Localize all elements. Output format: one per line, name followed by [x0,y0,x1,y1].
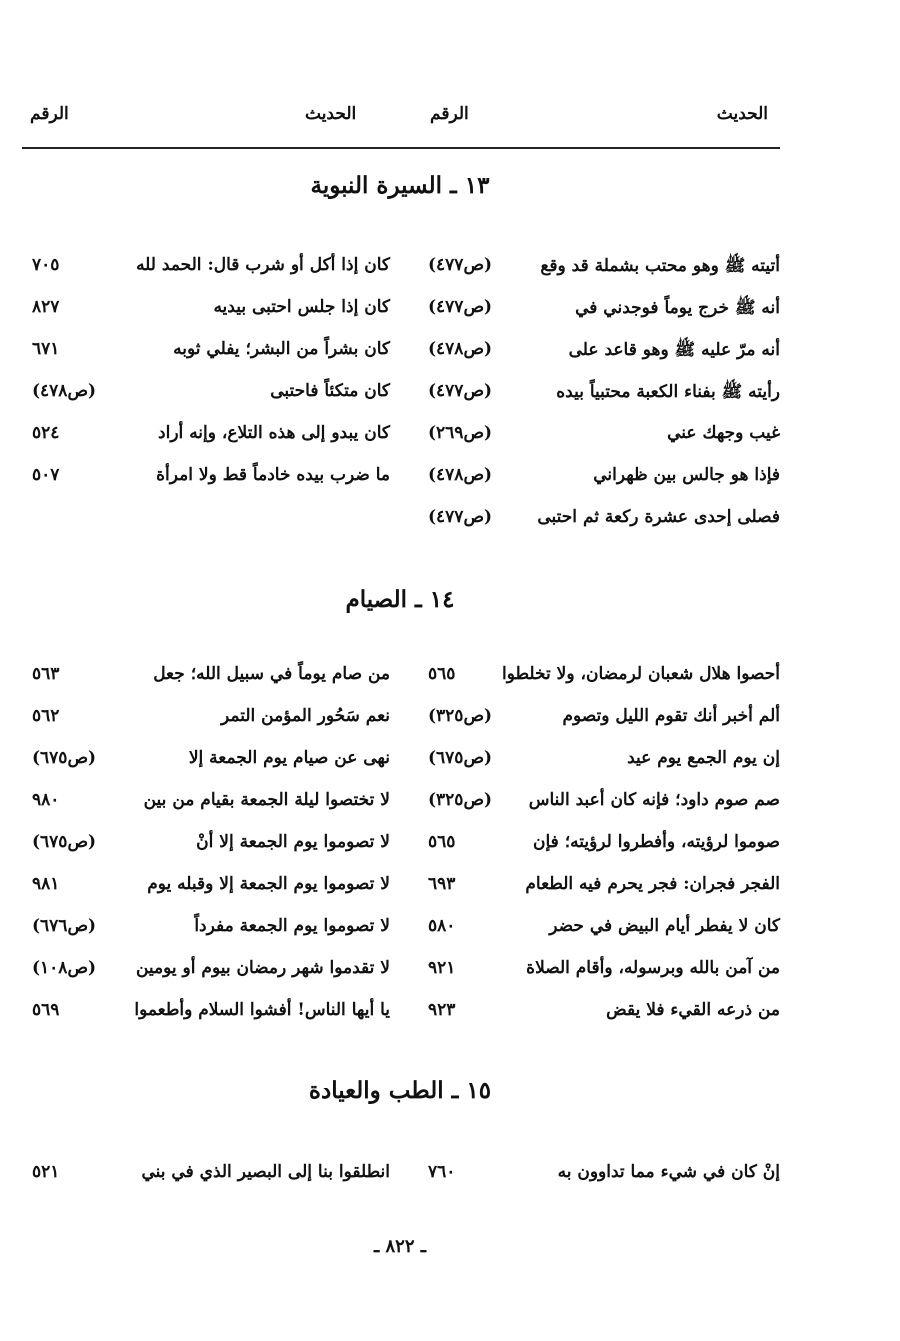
header-right-number: الرقم [430,104,469,124]
seerah-right-column [420,255,780,549]
list-item: كان متكئاً فاحتبى (ص٤٧٨) [32,381,390,401]
list-item: أنه مرّ عليه ﷺ وهو قاعد على (ص٤٧٨) [428,339,780,360]
section-title-medicine: ١٥ ـ الطب والعيادة [308,1077,492,1104]
list-item: لا تصوموا يوم الجمعة إلا وقبله يوم ٩٨١ [32,874,390,894]
list-item: إنْ كان في شيء مما تداوون به ٧٦٠ [428,1162,780,1182]
list-item: كان لا يفطر أيام البيض في حضر ٥٨٠ [428,916,780,936]
list-item: إن يوم الجمع يوم عيد (ص٦٧٥) [428,748,780,768]
list-item: فصلى إحدى عشرة ركعة ثم احتبى (ص٤٧٧) [428,507,780,527]
header-right-hadith: الحديث [716,104,768,124]
list-item: كان إذا أكل أو شرب قال: الحمد لله ٧٠٥ [32,255,390,275]
list-item: كان بشراً من البشر؛ يفلي ثوبه ٦٧١ [32,339,390,359]
header-divider [22,147,780,149]
list-item: يا أيها الناس! أفشوا السلام وأطعموا ٥٦٩ [32,1000,390,1020]
list-item: لا تختصوا ليلة الجمعة بقيام من بين ٩٨٠ [32,790,390,810]
list-item: صوموا لرؤيته، وأفطروا لرؤيته؛ فإن ٥٦٥ [428,832,780,852]
medicine-right-column [420,1162,780,1204]
list-item: رأيته ﷺ بفناء الكعبة محتبياً بيده (ص٤٧٧) [428,381,780,402]
list-item: كان إذا جلس احتبى بيديه ٨٢٧ [32,297,390,317]
list-item: نهى عن صيام يوم الجمعة إلا (ص٦٧٥) [32,748,390,768]
list-item: صم صوم داود؛ فإنه كان أعبد الناس (ص٣٢٥) [428,790,780,810]
list-item: أحصوا هلال شعبان لرمضان، ولا تخلطوا ٥٦٥ [428,664,780,684]
list-item: أتيته ﷺ وهو محتب بشملة قد وقع (ص٤٧٧) [428,255,780,276]
section-title-seerah: ١٣ ـ السيرة النبوية [310,172,490,199]
fasting-right-column [420,664,780,1042]
section-title-fasting: ١٤ ـ الصيام [345,586,455,613]
list-item: الفجر فجران: فجر يحرم فيه الطعام ٦٩٣ [428,874,780,894]
seerah-left-column [22,255,390,507]
list-item: لا تقدموا شهر رمضان بيوم أو يومين (ص١٠٨) [32,958,390,978]
list-item: من آمن بالله وبرسوله، وأقام الصلاة ٩٢١ [428,958,780,978]
fasting-left-column [22,664,390,1042]
list-item: فإذا هو جالس بين ظهراني (ص٤٧٨) [428,465,780,485]
list-item: ما ضرب بيده خادماً قط ولا امرأة ٥٠٧ [32,465,390,485]
list-item: انطلقوا بنا إلى البصير الذي في بني ٥٢١ [32,1162,390,1182]
header-left-hadith: الحديث [305,104,357,124]
list-item: من صام يوماً في سبيل الله؛ جعل ٥٦٣ [32,664,390,684]
list-item: لا تصوموا يوم الجمعة مفرداً (ص٦٧٦) [32,916,390,936]
medicine-left-column [22,1162,390,1204]
list-item: من ذرعه القيء فلا يقض ٩٢٣ [428,1000,780,1020]
list-item: كان يبدو إلى هذه التلاع، وإنه أراد ٥٢٤ [32,423,390,443]
list-item: غيب وجهك عني (ص٢٦٩) [428,423,780,443]
header-left-number: الرقم [30,104,69,124]
list-item: لا تصوموا يوم الجمعة إلا أنْ (ص٦٧٥) [32,832,390,852]
list-item: أنه ﷺ خرج يوماً فوجدني في (ص٤٧٧) [428,297,780,318]
list-item: ألم أخبر أنك تقوم الليل وتصوم (ص٣٢٥) [428,706,780,726]
list-item: نعم سَحُور المؤمن التمر ٥٦٢ [32,706,390,726]
page-number: ـ ٨٢٢ ـ [373,1236,427,1257]
